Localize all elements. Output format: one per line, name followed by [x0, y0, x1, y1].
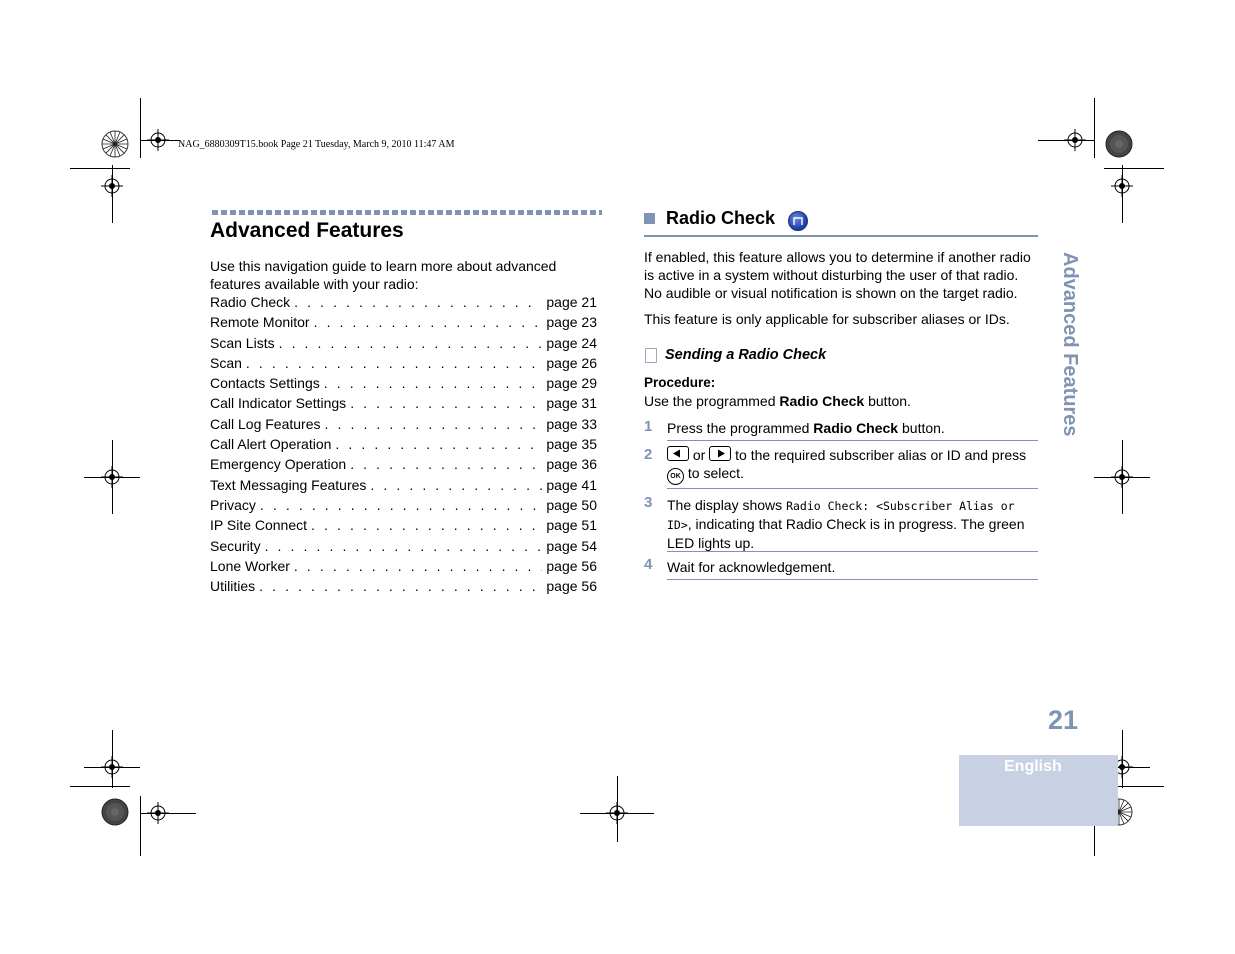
registration-mark-icon [1111, 466, 1133, 488]
registration-mark-icon [1111, 175, 1133, 197]
toc-entry[interactable]: Utilities . . . page 56 [210, 578, 597, 598]
applicability-note: This feature is only applicable for subscriber aliases or IDs. [644, 311, 1010, 327]
toc-entry[interactable]: Security . . . page 54 [210, 538, 597, 558]
registration-mark-icon [101, 175, 123, 197]
intro-text: Use this navigation guide to learn more about advanced features available with your radio: [210, 258, 557, 292]
step-number: 2 [644, 446, 653, 463]
toc-entry[interactable]: Text Messaging Features . . . page 41 [210, 477, 597, 497]
procedure-text: Use the programmed Radio Check button. [644, 393, 911, 409]
step-divider [667, 488, 1038, 489]
registration-mark-icon [101, 466, 123, 488]
toc-entry[interactable]: Scan Lists . . . page 24 [210, 335, 597, 355]
print-header: NAG_6880309T15.book Page 21 Tuesday, March 9, 2010 11:47 AM [178, 139, 455, 150]
right-arrow-key-icon [709, 446, 731, 461]
step-text: Wait for acknowledgement. [667, 559, 836, 575]
chapter-side-tab: Advanced Features [1059, 252, 1081, 437]
section-rule [644, 235, 1038, 237]
registration-mark-icon [1064, 129, 1086, 151]
toc-entry[interactable]: Call Alert Operation . . . page 35 [210, 436, 597, 456]
toc-entry[interactable]: Lone Worker . . . page 56 [210, 558, 597, 578]
toc-entry[interactable]: Scan . . . page 26 [210, 355, 597, 375]
registration-mark-icon [101, 756, 123, 778]
subsection-title: Sending a Radio Check [665, 347, 827, 363]
step-number: 3 [644, 494, 653, 511]
procedure-label: Procedure: [644, 375, 716, 390]
navigation-guide [210, 294, 597, 598]
left-arrow-key-icon [667, 446, 689, 461]
section-title: Radio Check [666, 208, 776, 228]
registration-mark-icon [147, 129, 169, 151]
step-number: 1 [644, 418, 653, 435]
toc-entry[interactable]: Contacts Settings . . . page 29 [210, 375, 597, 395]
registration-mark-icon [147, 802, 169, 824]
step-divider [667, 579, 1038, 580]
step-divider [667, 440, 1038, 441]
step-divider [667, 551, 1038, 552]
section-divider [212, 210, 602, 215]
step-text: Press the programmed Radio Check button. [667, 420, 945, 436]
toc-entry[interactable]: Call Log Features . . . page 33 [210, 416, 597, 436]
toc-entry[interactable]: Privacy . . . page 50 [210, 497, 597, 517]
page-title: Advanced Features [210, 219, 404, 242]
toc-entry[interactable]: Emergency Operation . . . page 36 [210, 456, 597, 476]
step-text: The display shows Radio Check: <Subscriber Alias or ID>, indicating that Radio Check is in progress. The green LED lights up. [667, 497, 1025, 551]
toc-entry[interactable]: IP Site Connect . . . page 51 [210, 517, 597, 537]
description-paragraph: If enabled, this feature allows you to determine if another radio is active in a system without disturbing the user of that radio. No audible or visual notification is shown on the target radio. [644, 249, 1031, 301]
page-number: 21 [1048, 705, 1079, 735]
language-label: English [1004, 758, 1062, 775]
step-number: 4 [644, 556, 653, 573]
section-bullet-icon [644, 213, 655, 224]
feature-badge-icon [788, 211, 808, 231]
print-rosette-icon [101, 798, 129, 826]
toc-entry[interactable]: Radio Check . . . page 21 [210, 294, 597, 314]
print-rosette-icon [1105, 130, 1133, 158]
ok-button-icon: OK [667, 468, 684, 485]
step-text: or to the required subscriber alias or ID and press OK to select. [667, 446, 1037, 485]
print-rosette-icon [101, 130, 129, 158]
toc-entry[interactable]: Call Indicator Settings . . . page 31 [210, 395, 597, 415]
page-icon [645, 348, 657, 363]
toc-entry[interactable]: Remote Monitor . . . page 23 [210, 314, 597, 334]
registration-mark-icon [606, 802, 628, 824]
